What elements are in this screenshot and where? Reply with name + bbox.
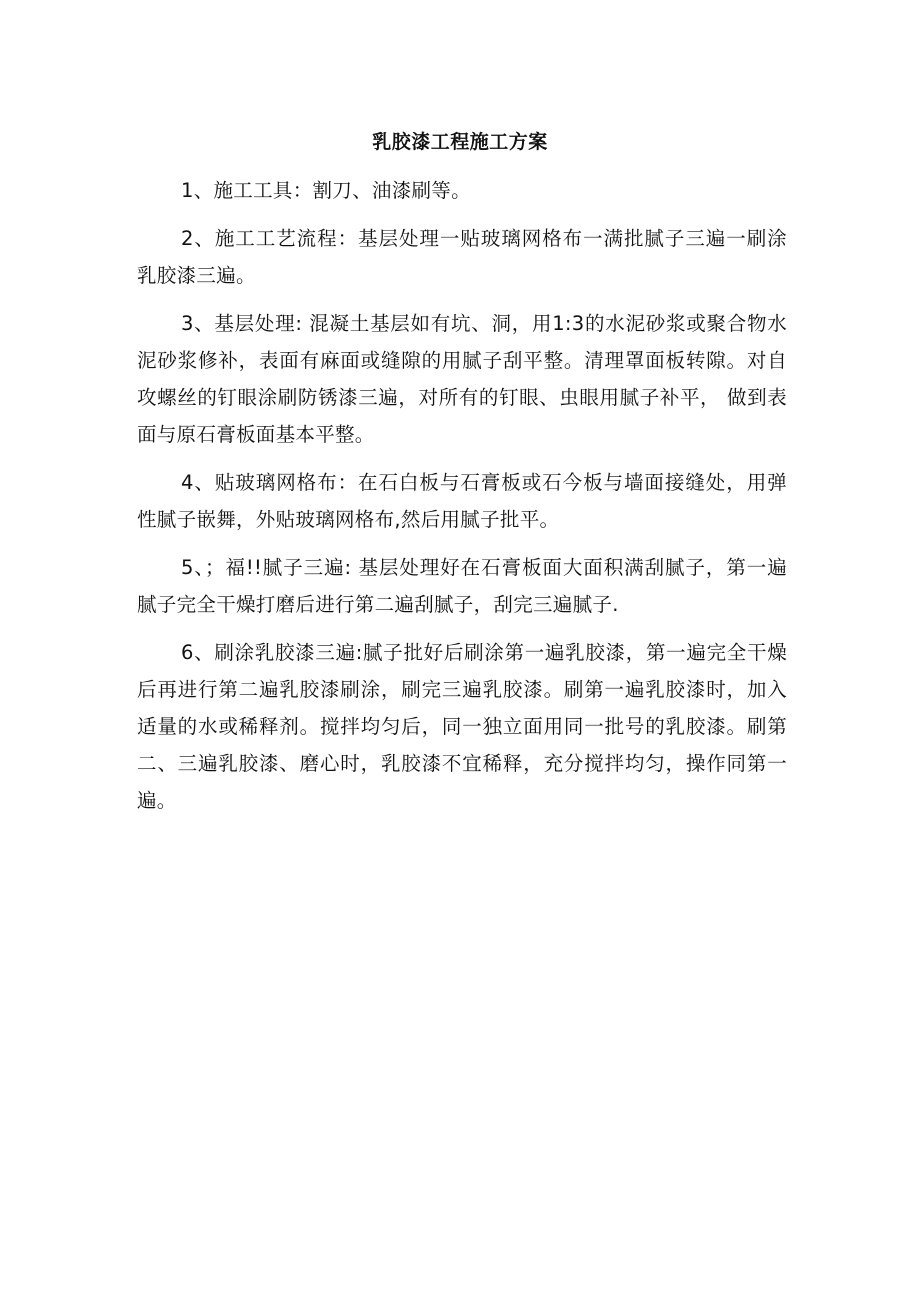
paragraph-1: 1、施工工具：割刀、油漆刷等。 [181,179,471,202]
paragraph-3: 3、基层处理: 混凝土基层如有坑、洞，用1:3的水泥砂浆或聚合物水泥砂浆修补，表面有麻面或缝隙的用腻子刮平整。清理罩面板转隙。对自攻螺丝的钉眼涂刷防锈漆三遍，对所有的钉眼、虫眼用腻子补平， 做到表面与原石膏板面基本平整。 [137,312,787,446]
paragraph-4: 4、贴玻璃网格布：在石白板与石膏板或石今板与墙面接缝处，用弹性腻子嵌舞，外贴玻璃网格布,然后用腻子批平。 [137,471,787,531]
paragraph-6: 6、刷涂乳胶漆三遍:腻子批好后刷涂第一遍乳胶漆，第一遍完全干燥后再进行第二遍乳胶漆刷涂，刷完三遍乳胶漆。刷第一遍乳胶漆时，加入适量的水或稀释剂。搅拌均匀后，同一独立面用同一批号的乳胶漆。刷第二、三遍乳胶漆、磨心时，乳胶漆不宜稀释，充分搅拌均匀，操作同第一遍。 [137,641,787,812]
document-title: 乳胶漆工程施工方案 [372,131,548,153]
paragraph-5: 5、；福!!腻子三遍: 基层处理好在石膏板面大面积满刮腻子，第一遍腻子完全干燥打磨后进行第二遍刮腻子，刮完三遍腻子. [137,556,787,616]
paragraph-2: 2、施工工艺流程：基层处理一贴玻璃网格布一满批腻子三遍一刷涂乳胶漆三遍。 [137,227,787,287]
document-body [137,172,787,830]
